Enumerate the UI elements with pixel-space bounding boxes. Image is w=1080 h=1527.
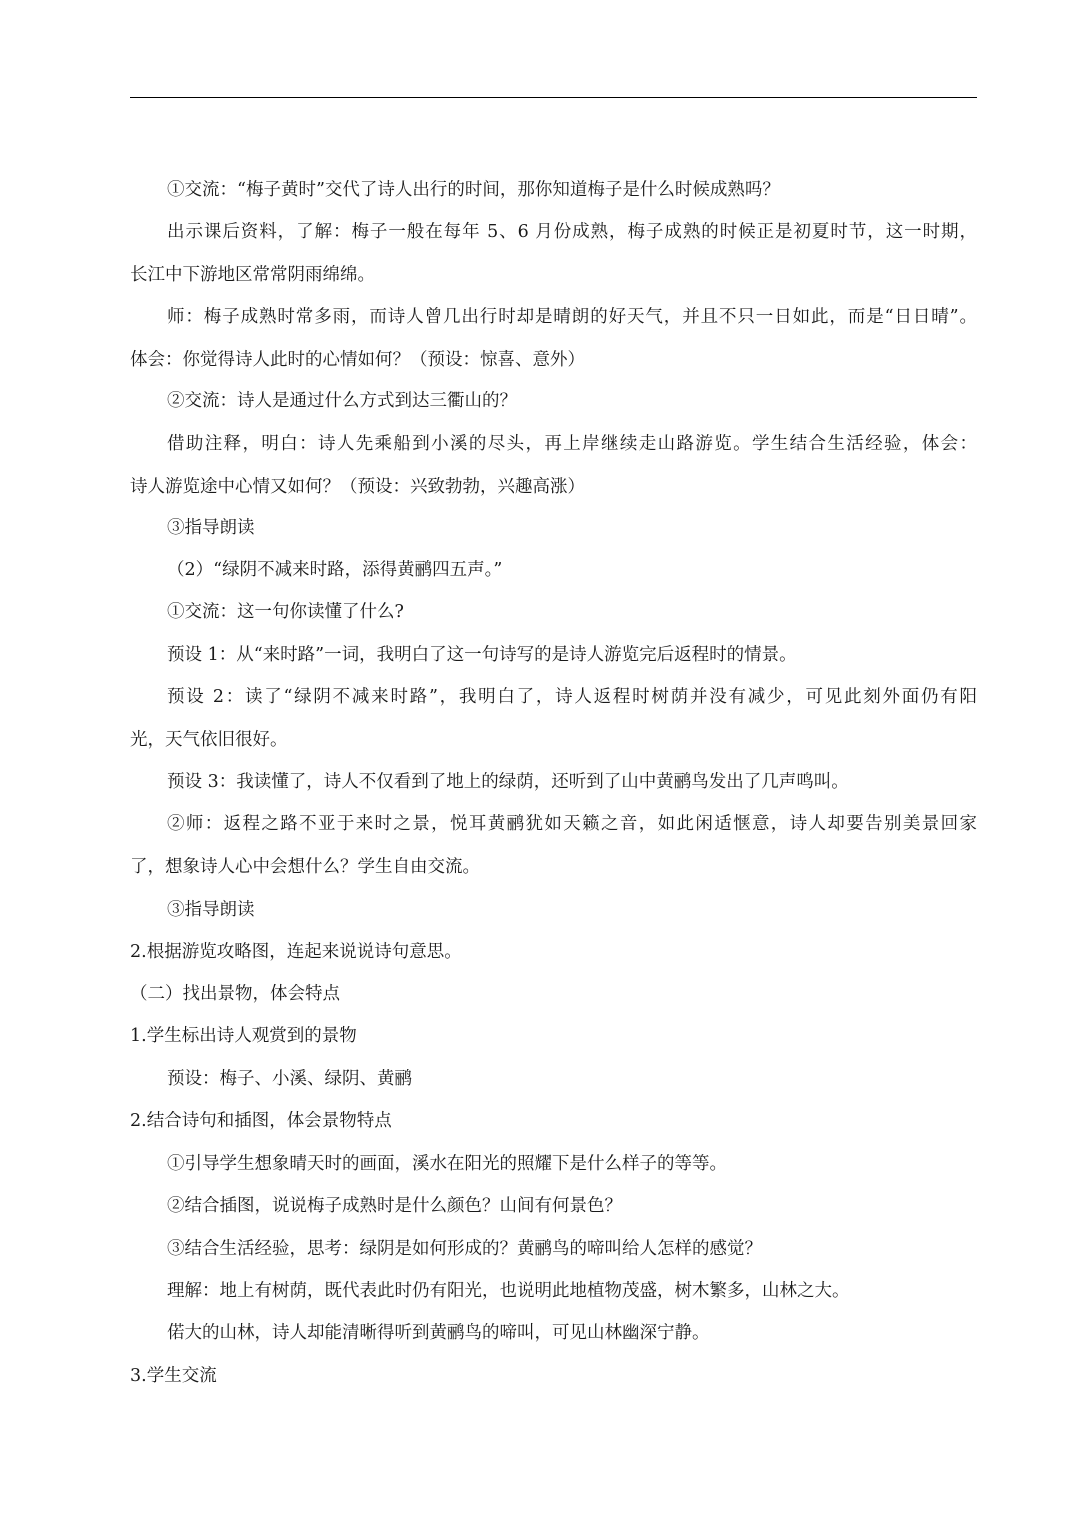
paragraph-line: 体会：你觉得诗人此时的心情如何？（预设：惊喜、意外） — [130, 350, 585, 370]
paragraph-line: ①交流：“梅子黄时”交代了诗人出行的时间，那你知道梅子是什么时候成熟吗？ — [167, 180, 780, 200]
paragraph-line: ①交流：这一句你读懂了什么? — [167, 602, 404, 622]
section-heading: （二）找出景物，体会特点 — [130, 984, 340, 1004]
paragraph-line: 预设 1：从“来时路”一词，我明白了这一句诗写的是诗人游览完后返程时的情景。 — [167, 645, 797, 665]
paragraph-line: ③指导朗读 — [167, 518, 255, 538]
paragraph-line: ③结合生活经验，思考：绿阴是如何形成的？黄鹂鸟的啼叫给人怎样的感觉？ — [167, 1239, 762, 1259]
paragraph-line: 2.根据游览攻略图，连起来说说诗句意思。 — [130, 942, 462, 962]
paragraph-line: （2）“绿阴不减来时路，添得黄鹂四五声。” — [167, 560, 503, 580]
paragraph-line: 诗人游览途中心情又如何？（预设：兴致勃勃，兴趣高涨） — [130, 477, 585, 497]
paragraph-line: 出示课后资料，了解：梅子一般在每年 5、6 月份成熟，梅子成熟的时候正是初夏时节，这一时期， — [167, 222, 977, 242]
paragraph-line: 1.学生标出诗人观赏到的景物 — [130, 1026, 357, 1046]
paragraph-line: ①引导学生想象晴天时的画面，溪水在阳光的照耀下是什么样子的等等。 — [167, 1154, 727, 1174]
paragraph-line: 2.结合诗句和插图，体会景物特点 — [130, 1111, 392, 1131]
paragraph-line: 3.学生交流 — [130, 1366, 217, 1386]
paragraph-line: 理解：地上有树荫，既代表此时仍有阳光，也说明此地植物茂盛，树木繁多，山林之大。 — [167, 1281, 850, 1301]
paragraph-line: 偌大的山林，诗人却能清晰得听到黄鹂鸟的啼叫，可见山林幽深宁静。 — [167, 1323, 710, 1343]
paragraph-line: 光，天气依旧很好。 — [130, 730, 288, 750]
paragraph-line: 长江中下游地区常常阴雨绵绵。 — [130, 265, 375, 285]
header-rule — [130, 97, 977, 98]
paragraph-line: 了，想象诗人心中会想什么？学生自由交流。 — [130, 857, 480, 877]
paragraph-line: ②结合插图，说说梅子成熟时是什么颜色？山间有何景色？ — [167, 1196, 622, 1216]
paragraph-line: 预设 3：我读懂了，诗人不仅看到了地上的绿荫，还听到了山中黄鹂鸟发出了几声鸣叫。 — [167, 772, 849, 792]
paragraph-line: 师：梅子成熟时常多雨，而诗人曾几出行时却是晴朗的好天气，并且不只一日如此，而是“日日晴”。 — [167, 307, 977, 327]
paragraph-line: ③指导朗读 — [167, 900, 255, 920]
paragraph-line: 预设 2：读了“绿阴不减来时路”，我明白了，诗人返程时树荫并没有减少，可见此刻外面仍有阳 — [167, 687, 977, 707]
paragraph-line: ②师：返程之路不亚于来时之景，悦耳黄鹂犹如天籁之音，如此闲适惬意，诗人却要告别美景回家 — [167, 814, 977, 834]
paragraph-line: 借助注释，明白：诗人先乘船到小溪的尽头，再上岸继续走山路游览。学生结合生活经验，体会： — [167, 434, 977, 454]
paragraph-line: 预设：梅子、小溪、绿阴、黄鹂 — [167, 1069, 412, 1089]
paragraph-line: ②交流：诗人是通过什么方式到达三衢山的？ — [167, 391, 517, 411]
